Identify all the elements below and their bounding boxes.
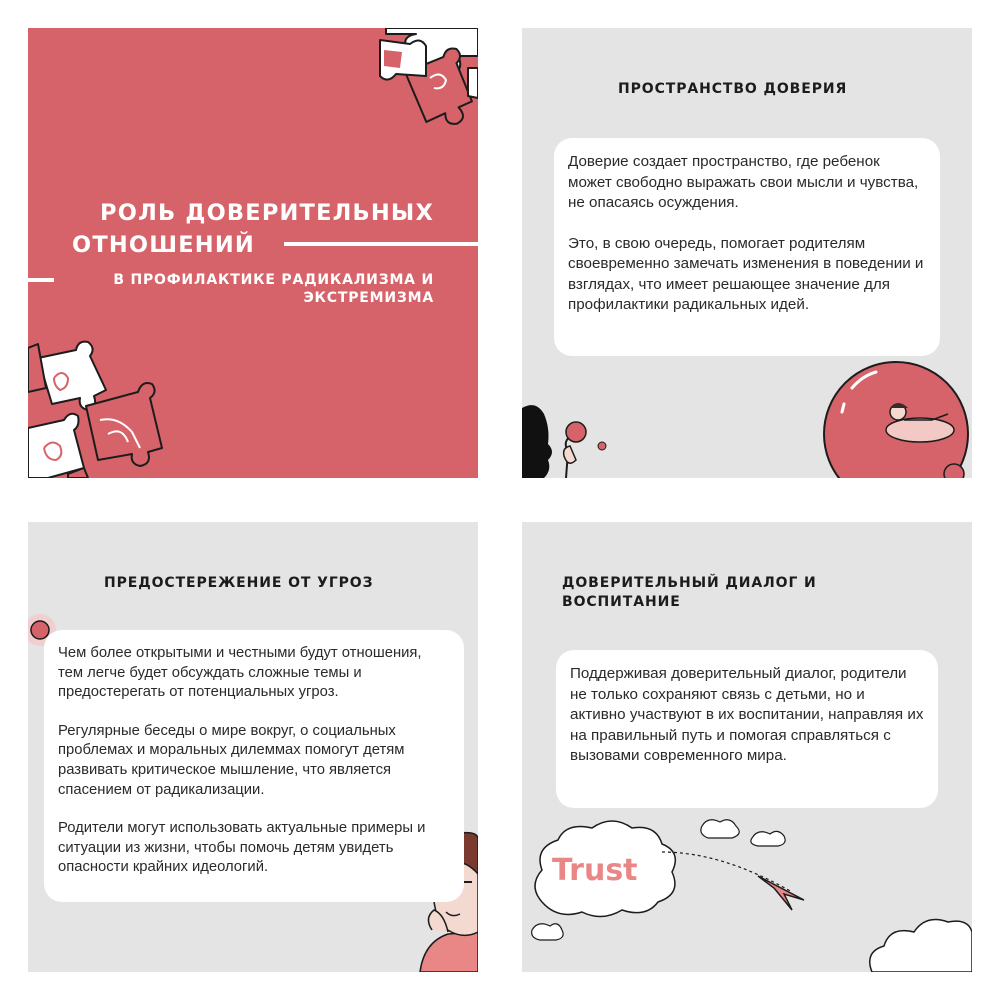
divider-line — [28, 278, 54, 282]
trust-space-heading: ПРОСТРАНСТВО ДОВЕРИЯ — [618, 81, 848, 97]
threats-panel — [28, 522, 478, 972]
threats-card — [44, 630, 464, 902]
cover-subtitle-line2: ЭКСТРЕМИЗМА — [303, 290, 434, 306]
cloud-trust-text: Trust — [552, 853, 638, 888]
dialogue-heading-line2: ВОСПИТАНИЕ — [562, 594, 681, 610]
dialogue-panel — [522, 522, 972, 972]
cover-panel — [28, 28, 478, 478]
trust-space-card — [554, 138, 940, 356]
dialogue-card — [556, 650, 938, 808]
trust-space-paragraph: Доверие создает пространство, где ребенок может свободно выражать свои мысли и чувства, не опасаясь осуждения. — [568, 153, 919, 211]
trust-space-paragraph: Это, в свою очередь, помогает родителям своевременно замечать изменения в поведении и взглядах, что имеет решающее значение для профилактики радикальных идей. — [568, 234, 924, 313]
dialogue-heading — [562, 574, 817, 612]
threats-paragraph: Регулярные беседы о мире вокруг, о социальных проблемах и моральных дилеммах помогут детям развивать критическое мышление, что является спасением от радикализации. — [58, 722, 405, 798]
threats-heading: ПРЕДОСТЕРЕЖЕНИЕ ОТ УГРОЗ — [104, 575, 374, 591]
threats-paragraph: Родители могут использовать актуальные примеры и ситуации из жизни, чтобы помочь детям увидеть опасности крайних идеологий. — [58, 820, 426, 876]
cover-title-line1: РОЛЬ ДОВЕРИТЕЛЬНЫХ — [100, 200, 434, 226]
dialogue-paragraph: Поддерживая доверительный диалог, родители не только сохраняют связь с детьми, но и активно участвуют в их воспитании, направляя их на правильный путь и помогая справляться с вызовами современного мира. — [570, 665, 924, 764]
divider-line — [284, 242, 478, 246]
trust-space-panel — [522, 28, 972, 478]
cover-subtitle-line1: В ПРОФИЛАКТИКЕ РАДИКАЛИЗМА И — [113, 272, 434, 288]
threats-paragraph: Чем более открытыми и честными будут отношения, тем легче будет обсуждать сложные темы и предостерегать от потенциальных угроз. — [58, 645, 422, 701]
cover-title-line2: ОТНОШЕНИЙ — [72, 232, 255, 258]
dialogue-heading-line1: ДОВЕРИТЕЛЬНЫЙ ДИАЛОГ И — [562, 575, 817, 591]
